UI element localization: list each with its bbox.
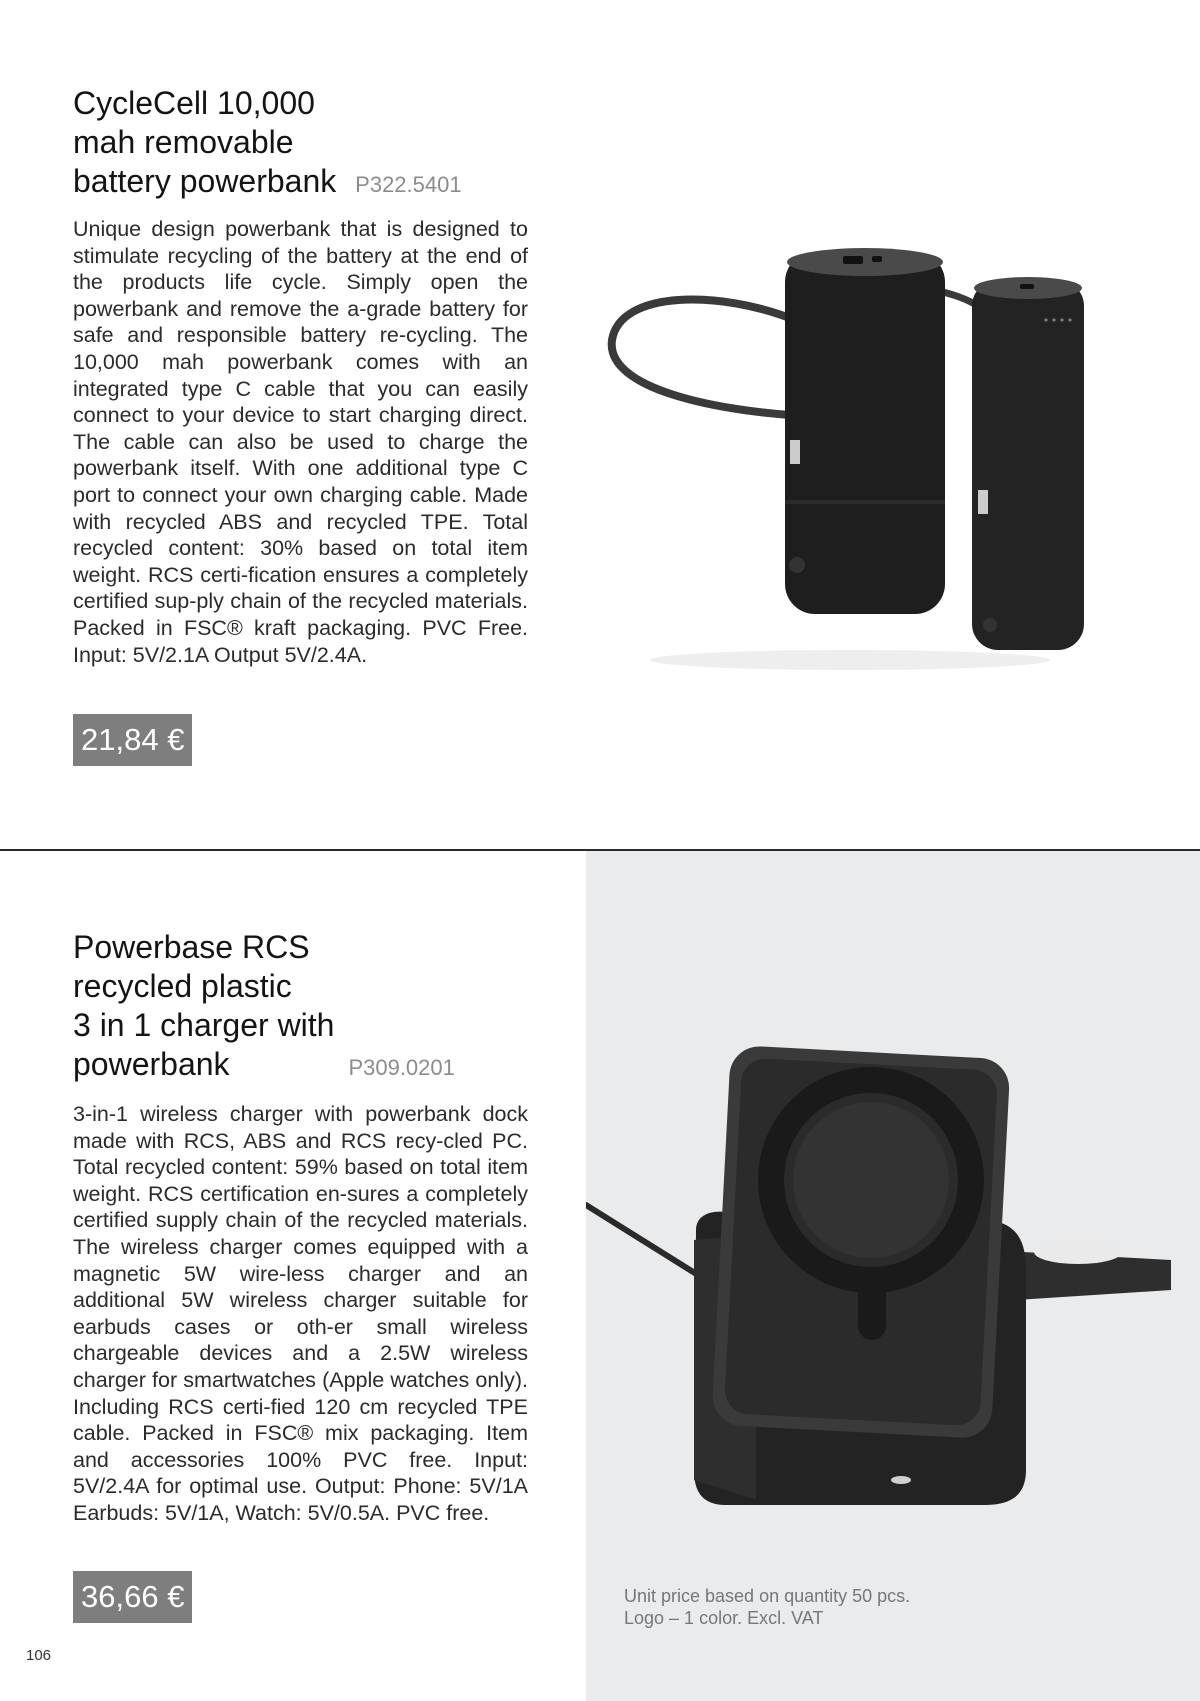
product-description-cyclecell: Unique design powerbank that is designed to stimulate recycling of the battery at the end of the products life cycle. Simply open the powerbank and remove the a-grade battery for safe and responsible battery re-cycling. The 10,000 mah powerbank comes with an integrated type C cable that you can easily connect to your device to start charging direct. The cable can also be used to charge the powerbank itself. With one additional type C port to connect your own charging cable. Made with recycled ABS and recycled TPE. Total recycled content: 30% based on total item weight. RCS certi-fication ensures a completely certified sup-ply chain of the recycled materials. Packed in FSC® kraft packaging. PVC Free. Input: 5V/2.1A Output 5V/2.4A. bbox=[73, 217, 528, 667]
title-line: battery powerbank bbox=[73, 163, 337, 199]
price-note bbox=[624, 1585, 910, 1629]
title-line: CycleCell 10,000 bbox=[73, 85, 315, 121]
powerbank-product-image bbox=[600, 240, 1100, 680]
product-title-powerbase bbox=[73, 928, 455, 1087]
wireless-charger-product-image bbox=[586, 1040, 1200, 1540]
price-note-line: Unit price based on quantity 50 pcs. bbox=[624, 1586, 911, 1606]
price-note-line: Logo – 1 color. Excl. VAT bbox=[624, 1608, 824, 1628]
price-badge-powerbase: 36,66 € bbox=[73, 1571, 192, 1623]
title-line: 3 in 1 charger with bbox=[73, 1007, 335, 1043]
title-line: powerbank bbox=[73, 1046, 230, 1082]
title-line: recycled plastic bbox=[73, 968, 292, 1004]
price-badge-cyclecell: 21,84 € bbox=[73, 714, 192, 766]
product-sku: P309.0201 bbox=[348, 1055, 455, 1080]
product-title-cyclecell bbox=[73, 84, 462, 204]
product-description-powerbase: 3-in-1 wireless charger with powerbank dock made with RCS, ABS and RCS recy-cled PC. Total recycled content: 59% based on total item weight. RCS certification en-sures a completely certified supply chain of the recycled materials. The wireless charger comes equipped with a magnetic 5W wire-less charger and an additional 5W wireless charger suitable for earbuds cases or oth-er small wireless chargeable devices and a 2.5W wireless charger for smartwatches (Apple watches only). Including RCS certi-fied 120 cm recycled TPE cable. Packed in FSC® mix packaging. Item and accessories 100% PVC free. Input: 5V/2.4A for optimal use. Output: Phone: 5V/1A Earbuds: 5V/1A, Watch: 5V/0.5A. PVC free. bbox=[73, 1102, 528, 1525]
product-sku: P322.5401 bbox=[355, 172, 462, 197]
title-line: Powerbase RCS bbox=[73, 929, 310, 965]
title-line: mah removable bbox=[73, 124, 294, 160]
page-number: 106 bbox=[26, 1647, 52, 1664]
